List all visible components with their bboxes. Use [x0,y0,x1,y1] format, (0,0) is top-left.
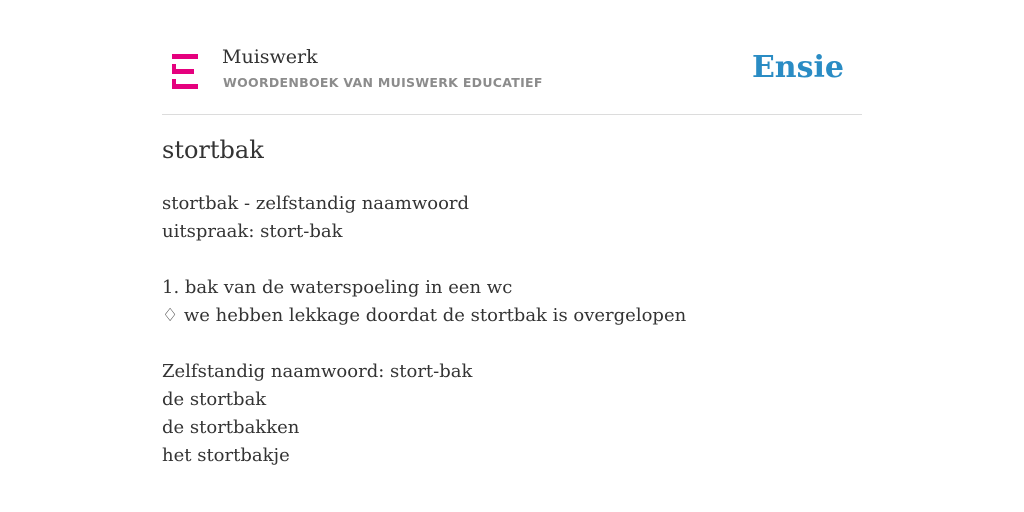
publisher-name[interactable]: Muiswerk [222,46,318,68]
logo-bar-bottom [172,84,198,89]
header [162,40,862,115]
logo-bar-middle [172,69,194,74]
logo-bar-top [172,54,198,59]
entry-line-singular: de stortbak [162,389,267,410]
entry-line-plural: de stortbakken [162,417,300,438]
entry-line-definition: 1. bak van de waterspoeling in een wc [162,277,513,298]
entry-title: stortbak [162,136,264,164]
entry-line-example: ♢ we hebben lekkage doordat de stortbak is overgelopen [162,305,687,326]
entry-line-blank [162,246,862,274]
ensie-brand-logo[interactable]: Ensie [751,50,844,85]
entry-line-diminutive: het stortbakje [162,445,290,466]
publisher-subtitle: WOORDENBOEK VAN MUISWERK EDUCATIEF [223,75,543,90]
entry-line-pronunciation: uitspraak: stort-bak [162,221,343,242]
entry-line-word-class: stortbak - zelfstandig naamwoord [162,193,470,214]
entry-line-hyphenation: Zelfstandig naamwoord: stort-bak [162,361,473,382]
muiswerk-logo-icon[interactable] [172,54,200,90]
entry-content [162,190,862,470]
entry-line-blank [162,330,862,358]
